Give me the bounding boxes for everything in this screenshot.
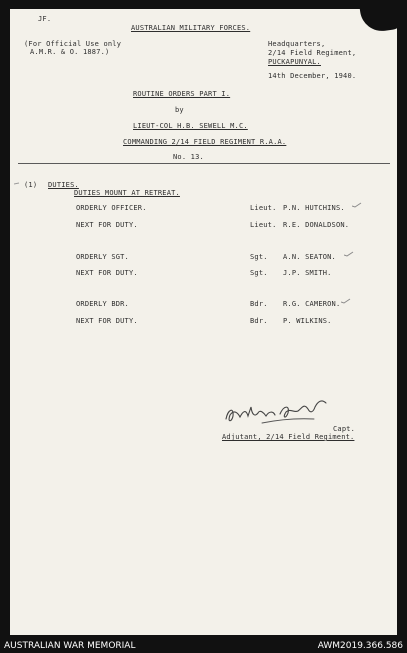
duty-role: ORDERLY SGT. xyxy=(76,253,129,261)
duty-name: R.E. DONALDSON. xyxy=(283,221,350,229)
hq-line1: Headquarters, xyxy=(268,40,326,48)
document-page xyxy=(10,9,397,635)
torn-corner xyxy=(359,9,397,34)
duty-rank: Bdr. xyxy=(250,317,268,325)
official-use-line1: (For Official Use only xyxy=(24,40,122,48)
footer-institution: AUSTRALIAN WAR MEMORIAL xyxy=(4,641,136,651)
section-number: (1) xyxy=(24,181,38,189)
pencil-tick-mark xyxy=(14,181,20,186)
pencil-tick-mark xyxy=(352,202,362,208)
signature-rank: Capt. xyxy=(333,425,356,433)
commanding-line: COMMANDING 2/14 FIELD REGIMENT R.A.A. xyxy=(123,138,287,146)
hq-line2: 2/14 Field Regiment, xyxy=(268,49,357,57)
pencil-tick-mark xyxy=(344,251,354,257)
header-divider xyxy=(18,163,390,164)
order-number: No. 13. xyxy=(173,153,204,161)
hq-line3: PUCKAPUNYAL. xyxy=(268,58,321,66)
duty-name: P.N. HUTCHINS. xyxy=(283,204,345,212)
duty-role: ORDERLY OFFICER. xyxy=(76,204,147,212)
handwritten-signature xyxy=(222,389,334,429)
duty-name: R.G. CAMERON. xyxy=(283,300,341,308)
duty-role: NEXT FOR DUTY. xyxy=(76,317,138,325)
footer-accession-number: AWM2019.366.586 xyxy=(317,641,403,651)
duty-rank: Sgt. xyxy=(250,269,268,277)
official-use-line2: A.M.R. & O. 1887.) xyxy=(30,48,110,56)
duty-role: ORDERLY BDR. xyxy=(76,300,129,308)
duty-name: A.N. SEATON. xyxy=(283,253,336,261)
document-date: 14th December, 1940. xyxy=(268,72,357,80)
duty-rank: Bdr. xyxy=(250,300,268,308)
duty-name: P. WILKINS. xyxy=(283,317,332,325)
duty-name: J.P. SMITH. xyxy=(283,269,332,277)
section-title: DUTIES. xyxy=(48,181,79,189)
corner-mark: JF. xyxy=(38,15,52,23)
orders-title: ROUTINE ORDERS PART I. xyxy=(133,90,231,98)
officer-name: LIEUT-COL H.B. SEWELL M.C. xyxy=(133,122,248,130)
duty-role: NEXT FOR DUTY. xyxy=(76,221,138,229)
duty-role: NEXT FOR DUTY. xyxy=(76,269,138,277)
header-title: AUSTRALIAN MILITARY FORCES. xyxy=(131,24,251,32)
duty-rank: Lieut. xyxy=(250,204,277,212)
pencil-tick-mark xyxy=(341,298,351,304)
duty-rank: Sgt. xyxy=(250,253,268,261)
by-line: by xyxy=(175,106,184,114)
duty-rank: Lieut. xyxy=(250,221,277,229)
signature-title: Adjutant, 2/14 Field Regiment. xyxy=(222,433,355,441)
subsection-title: DUTIES MOUNT AT RETREAT. xyxy=(74,189,180,197)
